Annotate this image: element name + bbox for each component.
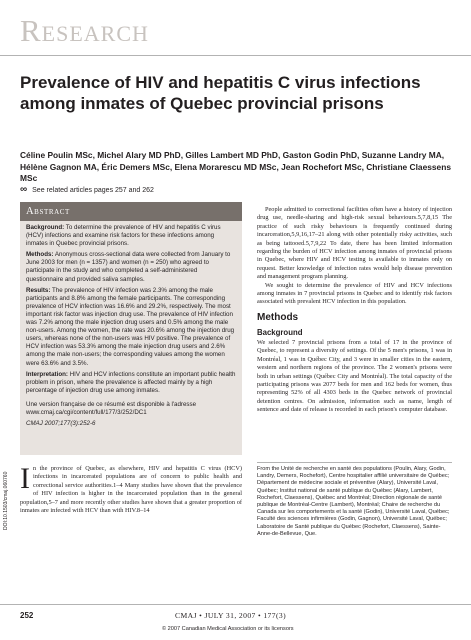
copyright: © 2007 Canadian Medical Association or its licensors [162, 626, 294, 632]
footer-rule [0, 604, 471, 605]
paragraph: We selected 7 provincial prisons from a total of 17 in the province of Quebec, to represent a diversity of settings. Of the 5 men's prisons, 1 was in Montréal, 1 was in Québec City, and 3 were in smaller cities in the eastern, western and northern regions of the province. The 2 women's prisons were both in urban settings (Québec City and Montréal). The total capacity of the participating prisons was 2077 beds for men and 162 beds for women, thus representing 52% of all 4303 beds in the Quebec network of provincial detention centres. On admission, information such as name, length of sentence and date of release is recorded in each prison's computer database. [257, 338, 452, 414]
header-rule [0, 55, 471, 56]
affiliations: From the Unité de recherche en santé des populations (Poulin, Alary, Godin, Landry, Demers, Rochefort), Centre hospitalier affilié universitaire de Québec; Département de médecine sociale et préventive (Alary), Université Laval, Québec; Institut national de santé publique du Québec (Alary, Lambert, Rochefort, Claessens), Québec and Montréal; Direction régionale de santé publique de Montréal-Centre (Lambert), Montréal; Chaire de recherche du Canada sur les comportements et la santé (Godin), Université Laval, Québec; Faculté des sciences infirmières (Godin, Gagnon), Université Laval, Québec; Laboratoire de Santé publique du Québec (Rochefort, Claessens), Sainte-Anne-de-Bellevue, Que. [257, 462, 452, 538]
abstract-interpretation: Interpretation: HIV and HCV infections constitute an important public health problem in prison, where the prevalence is affected mainly by a high percentage of injection drug use among inmates. [26, 370, 236, 394]
paragraph: People admitted to correctional facilities often have a history of injection drug use, needle-sharing and high-risk sexual behaviours.5,7,8,15 The practice of such risky behaviours is frequently continued during incarceration,5,9,16,17–21 along with other potentially risky activities, such as being tattooed.5,7,9,22 To date, there has been limited information regarding the burden of HCV infection among inmates of provincial prisons in Quebec, where HIV and HCV testing is available to inmates only on request. Better knowledge of infection rates would help disease prevention and management program planning. [257, 206, 452, 281]
methods-heading: Methods [257, 311, 299, 323]
background-heading: Background [257, 327, 303, 337]
doi-label: DOI:10.1503/cmaj.060760 [3, 471, 9, 530]
related-articles[interactable] [20, 184, 154, 195]
french-abstract-note[interactable]: Une version française de ce résumé est disponible à l'adresse www.cmaj.ca/cgi/content/full/177/3/252/DC1 [26, 400, 197, 416]
infinity-icon: ∞ [20, 184, 28, 195]
citation: CMAJ 2007;177(3):252-6 [26, 420, 96, 428]
abstract-background: Background: To determine the prevalence of HIV and hepatitis C virus (HCV) infections and examine risk factors for these infections among inmates in Quebec provincial prisons. [26, 224, 221, 248]
paragraph: We sought to determine the prevalence of HIV and HCV infections among inmates in 7 provincial prisons in Quebec and to identify risk factors associated with prevalent HCV infection in this population. [257, 281, 452, 306]
introduction-text: In the province of Quebec, as elsewhere, HIV and hepatitis C virus (HCV) infections in incarcerated populations are of concern to public health and correctional service authorities.1–4 Many studies have shown that the prevalence of HIV infection is higher in the incarcerated population than in the general population,5–7 and more recently other studies have shown that a greater proportion of inmates are infected with HCV than with HIV.8–14 [20, 462, 242, 515]
article-title: Prevalence of HIV and hepatitis C virus infections among inmates of Quebec provincial prisons [20, 73, 421, 113]
abstract-heading: Abstract [20, 202, 242, 221]
section-label: Research [20, 13, 149, 48]
author-list: Céline Poulin MSc, Michel Alary MD PhD, Gilles Lambert MD PhD, Gaston Godin PhD, Suzanne Landry MA, Hélène Gagnon MA, Éric Demers MSc, Elena Morarescu MD MSc, Jean Rochefort MSc, Christiane Claessens MSc [20, 150, 451, 184]
abstract-methods: Methods: Anonymous cross-sectional data were collected from January to June 2003 for men (n = 1357) and women (n = 250) who agreed to participate in the study and who completed a self-administered questionnaire and provided saliva samples. [26, 251, 231, 283]
related-articles-text: See related articles pages 257 and 262 [32, 187, 154, 194]
page-number: 252 [20, 611, 34, 620]
abstract-results: Results: The prevalence of HIV infection was 2.3% among the male participants and 8.8% among the female participants. The corresponding prevalence of HCV infection was 16.6% and 29.2%, respectively. The most important risk factor was injection drug use. The prevalence of HIV infection was 7.2% among the male injection drug users and 0.5% among the male non-users. Among the women, the rate was 20.6% among the injection drug users, whereas none of the non-users was HIV positive. The prevalence of HCV infection was 53.3% among the male injection drug users and 2.6% among the male non-users; the corresponding values among the women were 63.6% and 3.5%. [26, 286, 235, 367]
drop-cap: I [20, 462, 30, 495]
abstract-box [20, 202, 242, 455]
journal-info: CMAJ • JULY 31, 2007 • 177(3) [175, 611, 287, 620]
right-column [257, 206, 452, 415]
